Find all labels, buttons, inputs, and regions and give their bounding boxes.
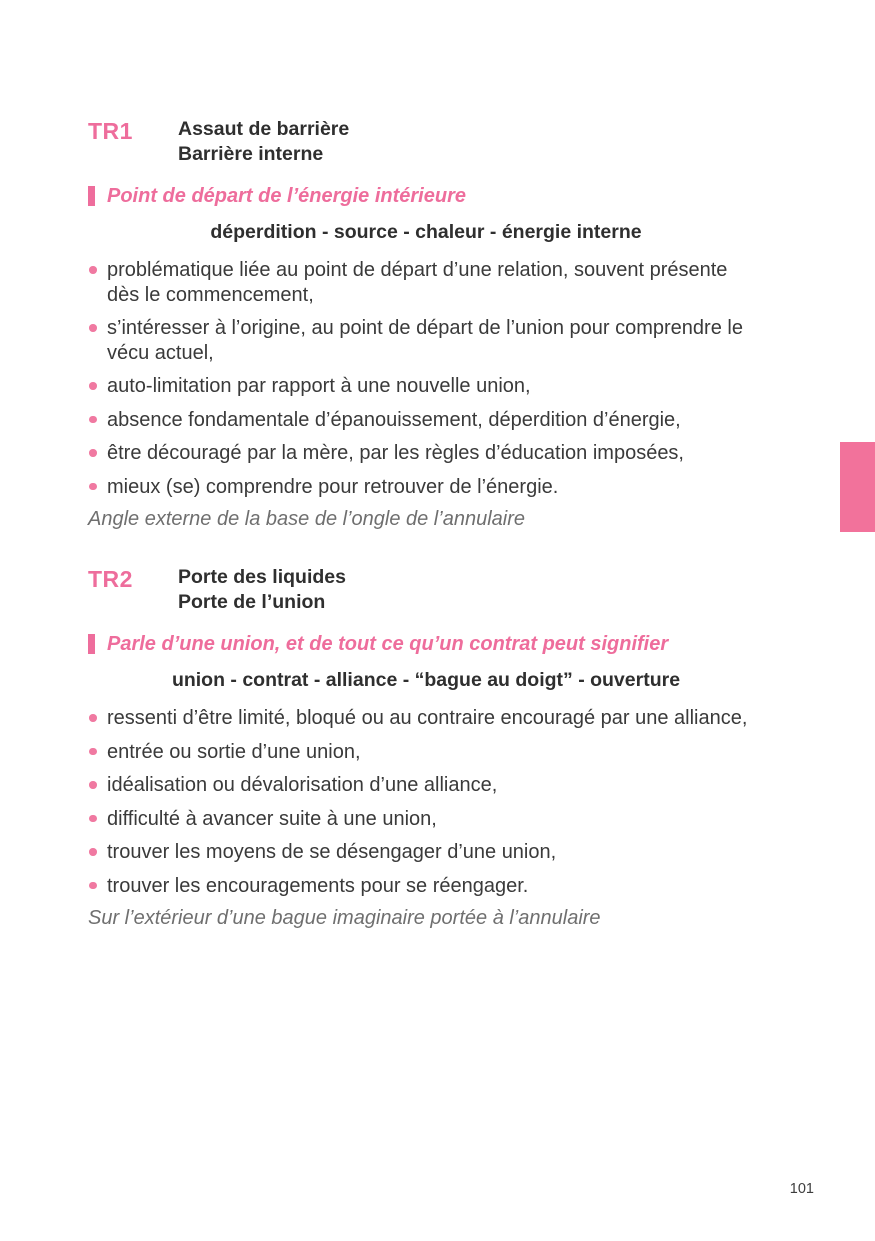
accent-bar-icon bbox=[88, 634, 95, 654]
point-code: TR2 bbox=[88, 566, 133, 592]
bullet-item bbox=[88, 773, 764, 798]
bullet-text: être découragé par la mère, par les règles d’éducation imposées, bbox=[107, 442, 684, 464]
bullet-dot-icon bbox=[89, 449, 97, 457]
bullet-dot-icon bbox=[89, 848, 97, 856]
point-code: TR1 bbox=[88, 118, 133, 144]
bullet-item bbox=[88, 874, 764, 899]
bullet-dot-icon bbox=[89, 882, 97, 890]
section-tr2 bbox=[88, 565, 764, 930]
section-tr1 bbox=[88, 117, 764, 531]
theme-heading bbox=[88, 183, 764, 209]
bullet-text: s’intéresser à l’origine, au point de départ de l’union pour comprendre le vécu actuel, bbox=[107, 317, 743, 364]
bullet-list bbox=[88, 706, 764, 898]
bullet-text: absence fondamentale d’épanouissement, déperdition d’énergie, bbox=[107, 408, 681, 431]
bullet-dot-icon bbox=[89, 324, 97, 332]
bullet-text: mieux (se) comprendre pour retrouver de l’énergie. bbox=[107, 475, 559, 498]
bullet-item bbox=[88, 258, 764, 307]
point-name-line2: Porte de l’union bbox=[178, 591, 326, 613]
bullet-dot-icon bbox=[89, 714, 97, 722]
theme-text: Point de départ de l’énergie intérieure bbox=[107, 184, 466, 207]
bullet-dot-icon bbox=[89, 815, 97, 823]
bullet-dot-icon bbox=[89, 781, 97, 789]
section-header bbox=[88, 117, 764, 167]
location-note: Angle externe de la base de l’ongle de l’annulaire bbox=[88, 508, 525, 530]
bullet-item bbox=[88, 475, 764, 500]
point-names bbox=[178, 565, 346, 615]
bullet-dot-icon bbox=[89, 266, 97, 274]
section-header bbox=[88, 565, 764, 615]
point-name-line1: Porte des liquides bbox=[178, 566, 346, 588]
point-name-line1: Assaut de barrière bbox=[178, 118, 350, 140]
point-name-line2: Barrière interne bbox=[178, 143, 324, 165]
bullet-dot-icon bbox=[89, 382, 97, 390]
bullet-dot-icon bbox=[89, 483, 97, 491]
page-number: 101 bbox=[789, 1181, 814, 1197]
bullet-item bbox=[88, 740, 764, 765]
bullet-text: difficulté à avancer suite à une union, bbox=[107, 807, 437, 830]
theme-text: Parle d’une union, et de tout ce qu’un contrat peut signifier bbox=[107, 632, 669, 655]
bullet-text: problématique liée au point de départ d’une relation, souvent présente dès le commencement, bbox=[107, 259, 728, 306]
keywords-line: déperdition - source - chaleur - énergie interne bbox=[210, 221, 642, 243]
accent-bar-icon bbox=[88, 186, 95, 206]
bullet-item bbox=[88, 374, 764, 399]
keywords-line: union - contrat - alliance - “bague au doigt” - ouverture bbox=[171, 669, 681, 691]
bullet-text: trouver les moyens de se désengager d’une union, bbox=[107, 841, 557, 863]
bullet-item bbox=[88, 807, 764, 832]
point-names bbox=[178, 117, 349, 167]
bullet-text: trouver les encouragements pour se réengager. bbox=[107, 874, 529, 897]
bullet-text: ressenti d’être limité, bloqué ou au contraire encouragé par une alliance, bbox=[107, 707, 748, 729]
bullet-item bbox=[88, 441, 764, 466]
bullet-text: idéalisation ou dévalorisation d’une alliance, bbox=[107, 774, 498, 796]
bullet-item bbox=[88, 706, 764, 731]
bullet-list bbox=[88, 258, 764, 499]
thumb-index-tab bbox=[840, 442, 875, 532]
bullet-dot-icon bbox=[89, 416, 97, 424]
bullet-dot-icon bbox=[89, 748, 97, 756]
bullet-item bbox=[88, 316, 764, 365]
bullet-item bbox=[88, 408, 764, 433]
bullet-text: auto-limitation par rapport à une nouvelle union, bbox=[107, 375, 531, 397]
location-note: Sur l’extérieur d’une bague imaginaire portée à l’annulaire bbox=[88, 907, 601, 929]
theme-heading bbox=[88, 631, 764, 657]
bullet-text: entrée ou sortie d’une union, bbox=[107, 740, 361, 763]
bullet-item bbox=[88, 840, 764, 865]
